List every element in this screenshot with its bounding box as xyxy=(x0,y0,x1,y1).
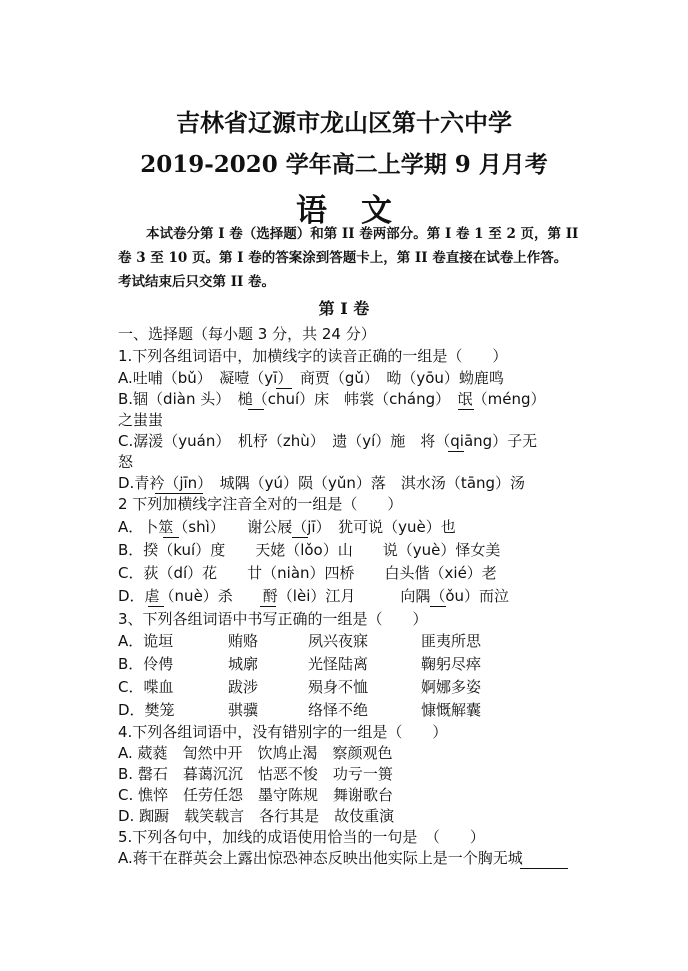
intro-line-3: 考试结束后只交第 II 卷。 xyxy=(118,274,276,290)
part-heading: 一、选择题（每小题 3 分，共 24 分） xyxy=(118,325,376,343)
q3-cell: A．诡垣 xyxy=(118,632,174,650)
q5-option-a: A.蒋干在群英会上露出惊恐神态反映出他实际上是一个胸无城 xyxy=(118,849,523,867)
q4-option-c: C. 憔悴 任劳任怨 墨守陈规 舞谢歌台 xyxy=(118,786,394,804)
underline-mark xyxy=(163,537,179,538)
q4-option-b: B. 罄石 暮蔼沉沉 怙恶不悛 功亏一篑 xyxy=(118,765,393,783)
q3-cell: 婀娜多姿 xyxy=(421,678,482,696)
q3-cell: 骐骥 xyxy=(228,701,259,719)
underline-mark xyxy=(276,388,292,389)
q3-cell: 贿赂 xyxy=(228,632,259,650)
q3-cell: C．喋血 xyxy=(118,678,174,696)
underline-mark xyxy=(430,606,446,607)
intro-line-2: 卷 3 至 10 页。第 I 卷的答案涂到答题卡上，第 II 卷直接在试卷上作答。 xyxy=(118,250,568,266)
q1-option-c: C.潺湲（yuán） 机杼（zhù） 遗（yí）施 将（qiāng）子无 xyxy=(118,432,538,450)
q3-cell: 殒身不恤 xyxy=(308,678,369,696)
q4-stem: 4.下列各组词语中，没有错别字的一组是（ ） xyxy=(118,723,448,741)
q2-option-c: C．荻（dí）花 廿（niàn）四桥 白头偕（xié）老 xyxy=(118,564,497,582)
q5-stem: 5.下列各句中，加线的成语使用恰当的一句是 （ ） xyxy=(118,828,485,846)
q3-cell: D．樊笼 xyxy=(118,701,175,719)
q4-option-d: D. 踟蹰 载笑载言 各行其是 故伎重演 xyxy=(118,807,395,825)
q3-cell: 匪夷所思 xyxy=(421,632,482,650)
q2-option-a: A．卜筮（shì） 谢公屐（jī） 犹可说（yuè）也 xyxy=(118,518,456,536)
q3-cell: 络怿不绝 xyxy=(308,701,369,719)
subject-title: 语文 xyxy=(296,193,426,229)
underline-mark xyxy=(448,451,464,452)
q1-option-a: A.吐哺（bǔ） 凝噎（yī） 商贾（gǔ） 呦（yōu）蚴鹿鸣 xyxy=(118,369,504,387)
intro-line-1: 本试卷分第 I 卷（选择题）和第 II 卷两部分。第 I 卷 1 至 2 页，第 II xyxy=(146,226,579,242)
q3-cell: 鞠躬尽瘁 xyxy=(421,655,482,673)
q1-option-d: D.青衿（jīn） 城隅（yú）陨（yǔn）落 淇水汤（tāng）汤 xyxy=(118,474,526,492)
q3-stem: 3、下列各组词语中书写正确的一组是（ ） xyxy=(118,610,428,628)
q3-cell: 慷慨解囊 xyxy=(421,701,482,719)
school-title: 吉林省辽源市龙山区第十六中学 xyxy=(176,108,512,137)
q3-cell: 夙兴夜寐 xyxy=(308,632,369,650)
q2-stem: 2 下列加横线字注音全对的一组是（ ） xyxy=(118,495,403,513)
underline-mark xyxy=(148,606,164,607)
q1-option-c-cont: 怒 xyxy=(118,453,134,471)
underline-mark xyxy=(458,409,474,410)
q1-stem: 1.下列各组词语中，加横线字的读音正确的一组是（ ） xyxy=(118,347,508,365)
exam-title: 2019-2020 学年高二上学期 9 月月考 xyxy=(140,151,548,178)
underline-mark xyxy=(260,606,276,607)
q3-cell: 城廓 xyxy=(228,655,259,673)
q1-option-b-cont: 之蚩蚩 xyxy=(118,411,164,429)
section-title: 第 I 卷 xyxy=(318,299,370,318)
q3-cell: B．伶俜 xyxy=(118,655,174,673)
q3-cell: 光怪陆离 xyxy=(308,655,369,673)
q4-option-a: A. 葳蕤 訇然中开 饮鸠止渴 察颜观色 xyxy=(118,744,393,762)
underline-mark xyxy=(248,409,264,410)
q2-option-d: D．虐（nuè）杀 酹（lèi）江月 向隅（ǒu）而泣 xyxy=(118,587,510,605)
q1-option-b: B.锢（diàn 头） 槌（chuí）床 帏裳（cháng） 氓（méng） xyxy=(118,390,546,408)
underline-mark xyxy=(292,537,308,538)
q3-cell: 跋涉 xyxy=(228,678,259,696)
q2-option-b: B．揆（kuí）度 天姥（lǒo）山 说（yuè）怿女美 xyxy=(118,541,501,559)
underline-mark xyxy=(520,868,568,869)
